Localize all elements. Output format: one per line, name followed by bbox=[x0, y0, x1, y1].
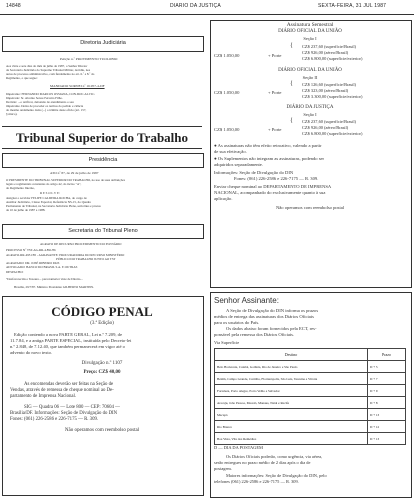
row-prazo: D + 13 bbox=[368, 409, 406, 421]
legend: D — DIA DA POSTAGEM bbox=[214, 445, 263, 450]
senhor-line-3: para os usuários do País. bbox=[214, 320, 260, 325]
note-4: adquiridos separadamente. bbox=[214, 162, 263, 167]
secao-1: Seção I bbox=[303, 36, 317, 41]
bottom-line-3: postagem. bbox=[214, 466, 232, 471]
note-1: ● As assinaturas não têm efeito retroativo, valendo a partir bbox=[214, 143, 322, 148]
via-superficie: Via Superfície bbox=[214, 340, 240, 345]
cp-vendas-1: As encomendas deverão ser feitas na Seção de bbox=[24, 382, 114, 387]
row-prazo: D + 9 bbox=[368, 385, 406, 397]
mandado-line-1: Impetrante: FERNANDO MARCOS OSSIANA, CON.DOC.ALI SC. bbox=[6, 92, 96, 96]
cheque-1: Enviar cheque nominal ao DEPARTAMENTO DE IMPRENSA bbox=[214, 184, 332, 189]
opt-2-1: CZ$ 126,60 (superfície/Brasil) bbox=[302, 82, 357, 87]
price-1: CZ$ 1.050,00 bbox=[214, 53, 240, 58]
price-2: CZ$ 1.050,00 bbox=[214, 90, 240, 95]
table-row bbox=[215, 385, 406, 397]
pleno-line-9: Brasília, 29/7/87. Ministro Presidente GILBERTO MARTINS. bbox=[14, 285, 94, 289]
pleno-line-2: PROCESSO Nº TST-AG-RR-4.891/86 bbox=[6, 248, 56, 252]
mandado-line-6: § único). bbox=[6, 112, 18, 116]
cp-vendas-2: Vendas, através de remessa de cheque nominal ao De- bbox=[10, 388, 114, 393]
info: Informações: Seção de Divulgação do DIN bbox=[214, 170, 294, 175]
presidencia-box bbox=[2, 153, 204, 168]
cheque-3: aplicação. bbox=[214, 196, 233, 201]
presidencia-title: Presidência bbox=[88, 157, 118, 163]
senhor-line-2: médios de entrega das assinaturas dos Diários Oficiais bbox=[214, 314, 314, 319]
porte-3: + Porte bbox=[268, 127, 282, 132]
ato-line-3: do Regimento Interno, bbox=[6, 186, 35, 190]
fones: Fones: (061) 226-2586 e 226-7175 — R. 309. bbox=[234, 176, 319, 181]
cp-sig-1: SIG — Quadra 06 — Lote 800 — CEP: 70604 — bbox=[24, 405, 120, 410]
opt-2-3: CZ$ 3.300,00 (superfície/exterior) bbox=[302, 94, 363, 99]
table-row bbox=[215, 433, 406, 445]
secao-3: Seção I bbox=[303, 112, 317, 117]
row-prazo: D + 12 bbox=[368, 421, 406, 433]
brace-1: { bbox=[290, 43, 293, 49]
opt-1-1: CZ$ 237,60 (superfície/Brasil) bbox=[302, 44, 357, 49]
opt-2-2: CZ$ 323,00 (aéreo/Brasil) bbox=[302, 88, 349, 93]
dj-title: DIÁRIO DA JUSTIÇA bbox=[286, 105, 334, 110]
row-prazo: D + 5 bbox=[368, 361, 406, 373]
table-row bbox=[215, 409, 406, 421]
cp-line-1: Edição contendo a nova PARTE GERAL, Lei n.º 7.209, de bbox=[14, 332, 123, 337]
pleno-line-8: "Desfavorecida o Tesouro... para nanterter viste de Direito... bbox=[6, 277, 83, 281]
ato-line-5: designar o servidor FELIPE CALDEIRA ROCHA, do cargo de bbox=[6, 196, 87, 200]
tst-rule-top bbox=[2, 126, 202, 127]
issue-date: SEXTA-FEIRA, 31 JUL 1987 bbox=[318, 3, 387, 9]
pleno-line-4: PÚBLICO DO TRABALHO JUNTO AO TST bbox=[56, 257, 116, 261]
note-2: de sua efetivação. bbox=[214, 149, 247, 154]
opt-3-2: CZ$ 926,00 (aéreo/Brasil) bbox=[302, 125, 349, 130]
mandado-ref: MANDADO SORNEI nº 16.957-4-DF bbox=[50, 84, 105, 88]
row-prazo: D + 8 bbox=[368, 397, 406, 409]
bottom-line-2: serão entregues no prazo médio de 2 dias após o dia de bbox=[214, 460, 311, 465]
col-prazo: Prazo bbox=[368, 349, 406, 361]
row-destino: Fortaleza, Porto Alegre, Porto Velho e Salvador bbox=[215, 385, 368, 397]
cp-line-2: 11.7.84, e a antiga PARTE ESPECIAL, instituída pelo Decreto-lei bbox=[10, 338, 132, 343]
assin-title: Assinatura Semestral bbox=[286, 22, 334, 28]
prazos-table bbox=[214, 348, 406, 445]
opt-1-3: CZ$ 6.800,00 (superfície/exterior) bbox=[302, 56, 363, 61]
table-row bbox=[215, 361, 406, 373]
cp-line-4: advento do novo texto. bbox=[10, 350, 53, 355]
bottom-line-1: Os Diários Oficiais poderão, como urgência, via aérea, bbox=[226, 454, 323, 459]
cp-preco: Preço: CZ$ 40,00 bbox=[83, 370, 121, 375]
do-uniao-2: DIÁRIO OFICIAL DA UNIÃO bbox=[278, 68, 342, 73]
mandado-line-5: do mesmo andamento dada (...) o trâmite deste ofício (art. 157, bbox=[6, 108, 87, 112]
tst-title: Tribunal Superior do Trabalho bbox=[15, 130, 189, 145]
row-prazo: D + 13 bbox=[368, 433, 406, 445]
cp-vendas-3: partamento de Imprensa Nacional. bbox=[10, 394, 77, 399]
pleno-title: Secretaria do Tribunal Pleno bbox=[68, 228, 138, 234]
portaria-line-1: Aos vinte e sete dias do mês de julho de 1987, o Senhor Diretor bbox=[6, 64, 88, 68]
table-row bbox=[215, 373, 406, 385]
col-destino: Destino bbox=[215, 349, 368, 361]
portaria-head: Petição n.º PROVIMENTO TUOLOBIO bbox=[60, 57, 118, 61]
senhor-title: Senhor Assinante: bbox=[214, 296, 279, 305]
pleno-line-7: DESPACHO: bbox=[6, 270, 24, 274]
portaria-line-2: da Secretaria Judiciária do Supremo Tribunal Militar, decidiu, nos bbox=[6, 68, 91, 72]
row-destino: Rio Branco bbox=[215, 421, 368, 433]
table-row bbox=[215, 421, 406, 433]
ato-line-4: R E S O L V E: bbox=[40, 191, 60, 195]
page-header bbox=[0, 0, 414, 15]
opt-1-2: CZ$ 926,00 (aéreo/Brasil) bbox=[302, 50, 349, 55]
pleno-line-5: AGRAVADO: DR. JOSÉ RIBEIRO PAIS bbox=[6, 261, 60, 265]
opt-3-3: CZ$ 6.800,00 (superfície/exterior) bbox=[302, 131, 363, 136]
row-destino: Boa Vista, Vila dos Remédios bbox=[215, 433, 368, 445]
ato-line-8: de 10 de julho de 1987 a 1988. bbox=[6, 208, 46, 212]
bottom-line-4: Maiores informações: Seção de Divulgação do DIN, pelo bbox=[226, 473, 327, 478]
ato-line-1: O PRESIDENTE DO TRIBUNAL SUPERIOR DO TRABALHO, no uso de suas atribuições bbox=[6, 178, 125, 182]
mandado-line-3: Decisão: ...o retificar, deixando de atendimento o seu bbox=[6, 100, 74, 104]
opt-3-1: CZ$ 237,60 (superfície/Brasil) bbox=[302, 119, 357, 124]
cheque-2: NACIONAL, acompanhado do exclusivamente quanto à sua bbox=[214, 190, 326, 195]
mandado-line-2: Impetrado: Sr. Alcenio Sonos Ferreira Filho. bbox=[6, 96, 63, 100]
pleno-line-6: ADVOGADO: BANCO DO BRASIL S.A. E OUTRAS bbox=[6, 265, 78, 269]
table-row bbox=[215, 397, 406, 409]
cp-title: CÓDIGO PENAL bbox=[51, 304, 153, 319]
portaria-line-3: autos de processo administrativo, com fundamento no art. 6.º e 8.º do bbox=[6, 72, 95, 76]
row-destino: Belo Horizonte, Cuiabá, Goiânia, Rio de Janeiro e São Paulo bbox=[215, 361, 368, 373]
note-3: ● Os Suplementos não integram as assinaturas, podendo ser bbox=[214, 156, 325, 161]
row-destino: Macapá bbox=[215, 409, 368, 421]
cp-sig-3: Fones: (061) 226-2586 e 226-7175 — R. 309. bbox=[10, 417, 99, 422]
cp-line-3: n.º 2.848, de 7.12.40, que também permanecerá em vigor até o bbox=[10, 344, 125, 349]
cp-footer: Não operamos com reembolso postal bbox=[64, 428, 140, 433]
diretoria-box bbox=[2, 36, 204, 52]
journal-name: DIARIO DA JUSTIÇA bbox=[170, 3, 221, 9]
senhor-line-4: Os dados abaixo foram fornecidos pela ECT, res- bbox=[226, 326, 317, 331]
portaria-line-4: Regimento, o que segue: bbox=[6, 76, 38, 80]
pleno-line-3: AGRAVO-RR-4951/85 - AGRAVANTE: PROCURADORIA DO RECURSO MINISTÉRIO bbox=[6, 253, 125, 257]
row-destino: Belém, Campo Grande, Curitiba, Florianópolis, São Luís, Teresina e Vitória bbox=[215, 373, 368, 385]
price-3: CZ$ 1.050,00 bbox=[214, 127, 240, 132]
porte-1: + Porte bbox=[268, 53, 282, 58]
do-uniao-1: DIÁRIO OFICIAL DA UNIÃO bbox=[278, 29, 342, 34]
brace-3: { bbox=[290, 118, 293, 124]
ato-title: ATO nº 87, de 29 de julho de 1987 bbox=[50, 171, 99, 175]
ato-line-2: legais e regimentais constantes do artigo 42, do inciso "A", bbox=[6, 182, 82, 186]
pleno-box bbox=[2, 224, 204, 239]
reembolso: Não operamos com reembolso postal bbox=[275, 205, 345, 210]
page-number: 14848 bbox=[6, 3, 21, 9]
tst-rule-bottom bbox=[2, 148, 202, 149]
senhor-line-5: ponsável pela remessa dos Diários Oficiais. bbox=[214, 332, 295, 337]
mandado-line-4: impetrante. Deixa de proceder os termos do pedido e ciência bbox=[6, 104, 84, 108]
cp-divulgacao: Divulgação n.º 1107 bbox=[81, 361, 123, 366]
senhor-line-1: A Seção de Divulgação do DIN informa os prazos bbox=[226, 308, 319, 313]
pleno-line-1: AGRAVO DE RECURSO PROCEDIMENTO DO PLENÁRIO bbox=[40, 242, 122, 246]
ato-line-6: Auxiliar Judiciário, Classe Especial, Referência NS-15, do Quadro bbox=[6, 200, 92, 204]
diretoria-title: Diretoria Judiciária bbox=[80, 40, 126, 46]
row-prazo: D + 7 bbox=[368, 373, 406, 385]
brace-2: { bbox=[290, 81, 293, 87]
table-header-row bbox=[215, 349, 406, 361]
porte-2: + Porte bbox=[268, 90, 282, 95]
cp-edition: (3.ª Edição) bbox=[90, 321, 114, 326]
row-destino: Aracaju, João Pessoa, Maceió, Manaus, Natal e Recife bbox=[215, 397, 368, 409]
secao-2: Seção II bbox=[302, 75, 318, 80]
bottom-line-5: telefones (061) 226-2586 e 226-7175 — R. 309. bbox=[214, 479, 299, 484]
ato-line-7: Permanente do Tribunal, na Secretaria Judiciária Plena, sem ônus e prazos bbox=[6, 204, 101, 208]
cp-sig-2: Brasília/DF. Informações: Seção de Divulgação do DIN bbox=[10, 411, 118, 416]
